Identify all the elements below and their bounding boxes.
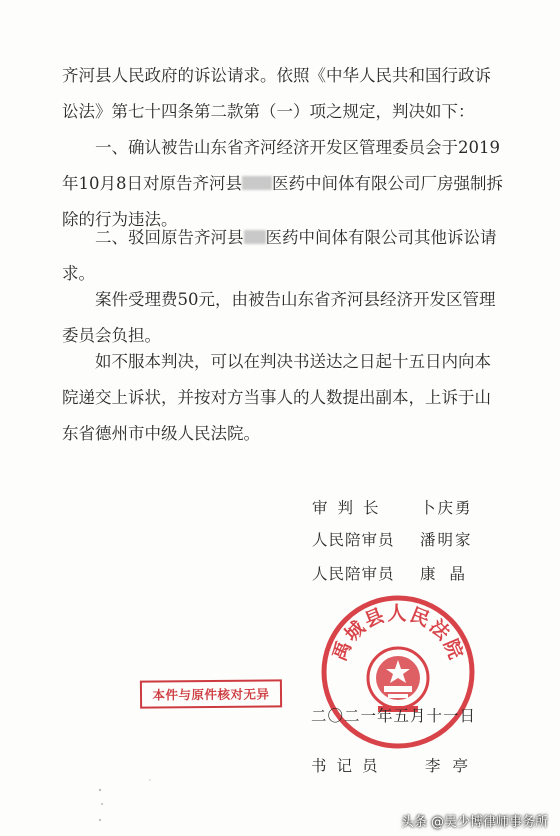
- paragraph-fee: 案件受理费50元，由被告山东省齐河县经济开发区管理委员会负担。: [62, 290, 496, 345]
- signature-role: 审判长: [312, 499, 389, 517]
- judgment-2-text-a: 二、驳回原告齐河县: [95, 228, 244, 247]
- judgment-1-text-b: 医药中间体有限公司厂房强制拆除的行为违法。: [62, 174, 503, 229]
- seal-text: 禹城县人民法院: [328, 602, 468, 665]
- national-emblem-icon: [368, 648, 428, 712]
- signature-name: 卜庆勇: [420, 499, 473, 517]
- paragraph-appeal: 如不服本判决，可以在判决书送达之日起十五日内向本院递交上诉状，并按对方当事人的人数提出副本，上诉于山东省德州市中级人民法院。: [62, 352, 491, 443]
- svg-text:禹城县人民法院: [328, 602, 469, 664]
- court-seal: [318, 592, 478, 752]
- verification-stamp: 本件与原件核对无异: [140, 679, 282, 708]
- signature-row: [312, 496, 473, 518]
- paper-speckles: [90, 760, 170, 830]
- signature-name: 潘明家: [420, 531, 473, 549]
- source-watermark: 头条 @吴少博律师事务所: [400, 815, 548, 830]
- redaction-mark: [242, 176, 272, 190]
- judgment-1-text-a: 一、确认被告山东省齐河经济开发区管理委员会于2019年10月8日对原告齐河县: [62, 138, 500, 193]
- paragraph-1: 齐河县人民政府的诉讼请求。依照《中华人民共和国行政诉讼法》第七十四条第二款第（一）项之规定，判决如下：: [62, 66, 491, 121]
- signature-role: 人民陪审员: [312, 531, 395, 549]
- signature-row: [312, 562, 479, 584]
- clerk-row: [311, 754, 480, 776]
- signature-name: 康晶: [420, 565, 480, 583]
- judgment-date: 二〇二一年五月十一日: [311, 707, 477, 725]
- clerk-name: 李亭: [425, 757, 481, 775]
- signature-role: 人民陪审员: [312, 565, 395, 583]
- judgment-2-text-b: 医药中间体有限公司其他诉讼请求。: [62, 228, 497, 283]
- redaction-mark: [244, 230, 266, 244]
- clerk-role: 书记员: [311, 757, 388, 775]
- signature-row: [312, 528, 473, 550]
